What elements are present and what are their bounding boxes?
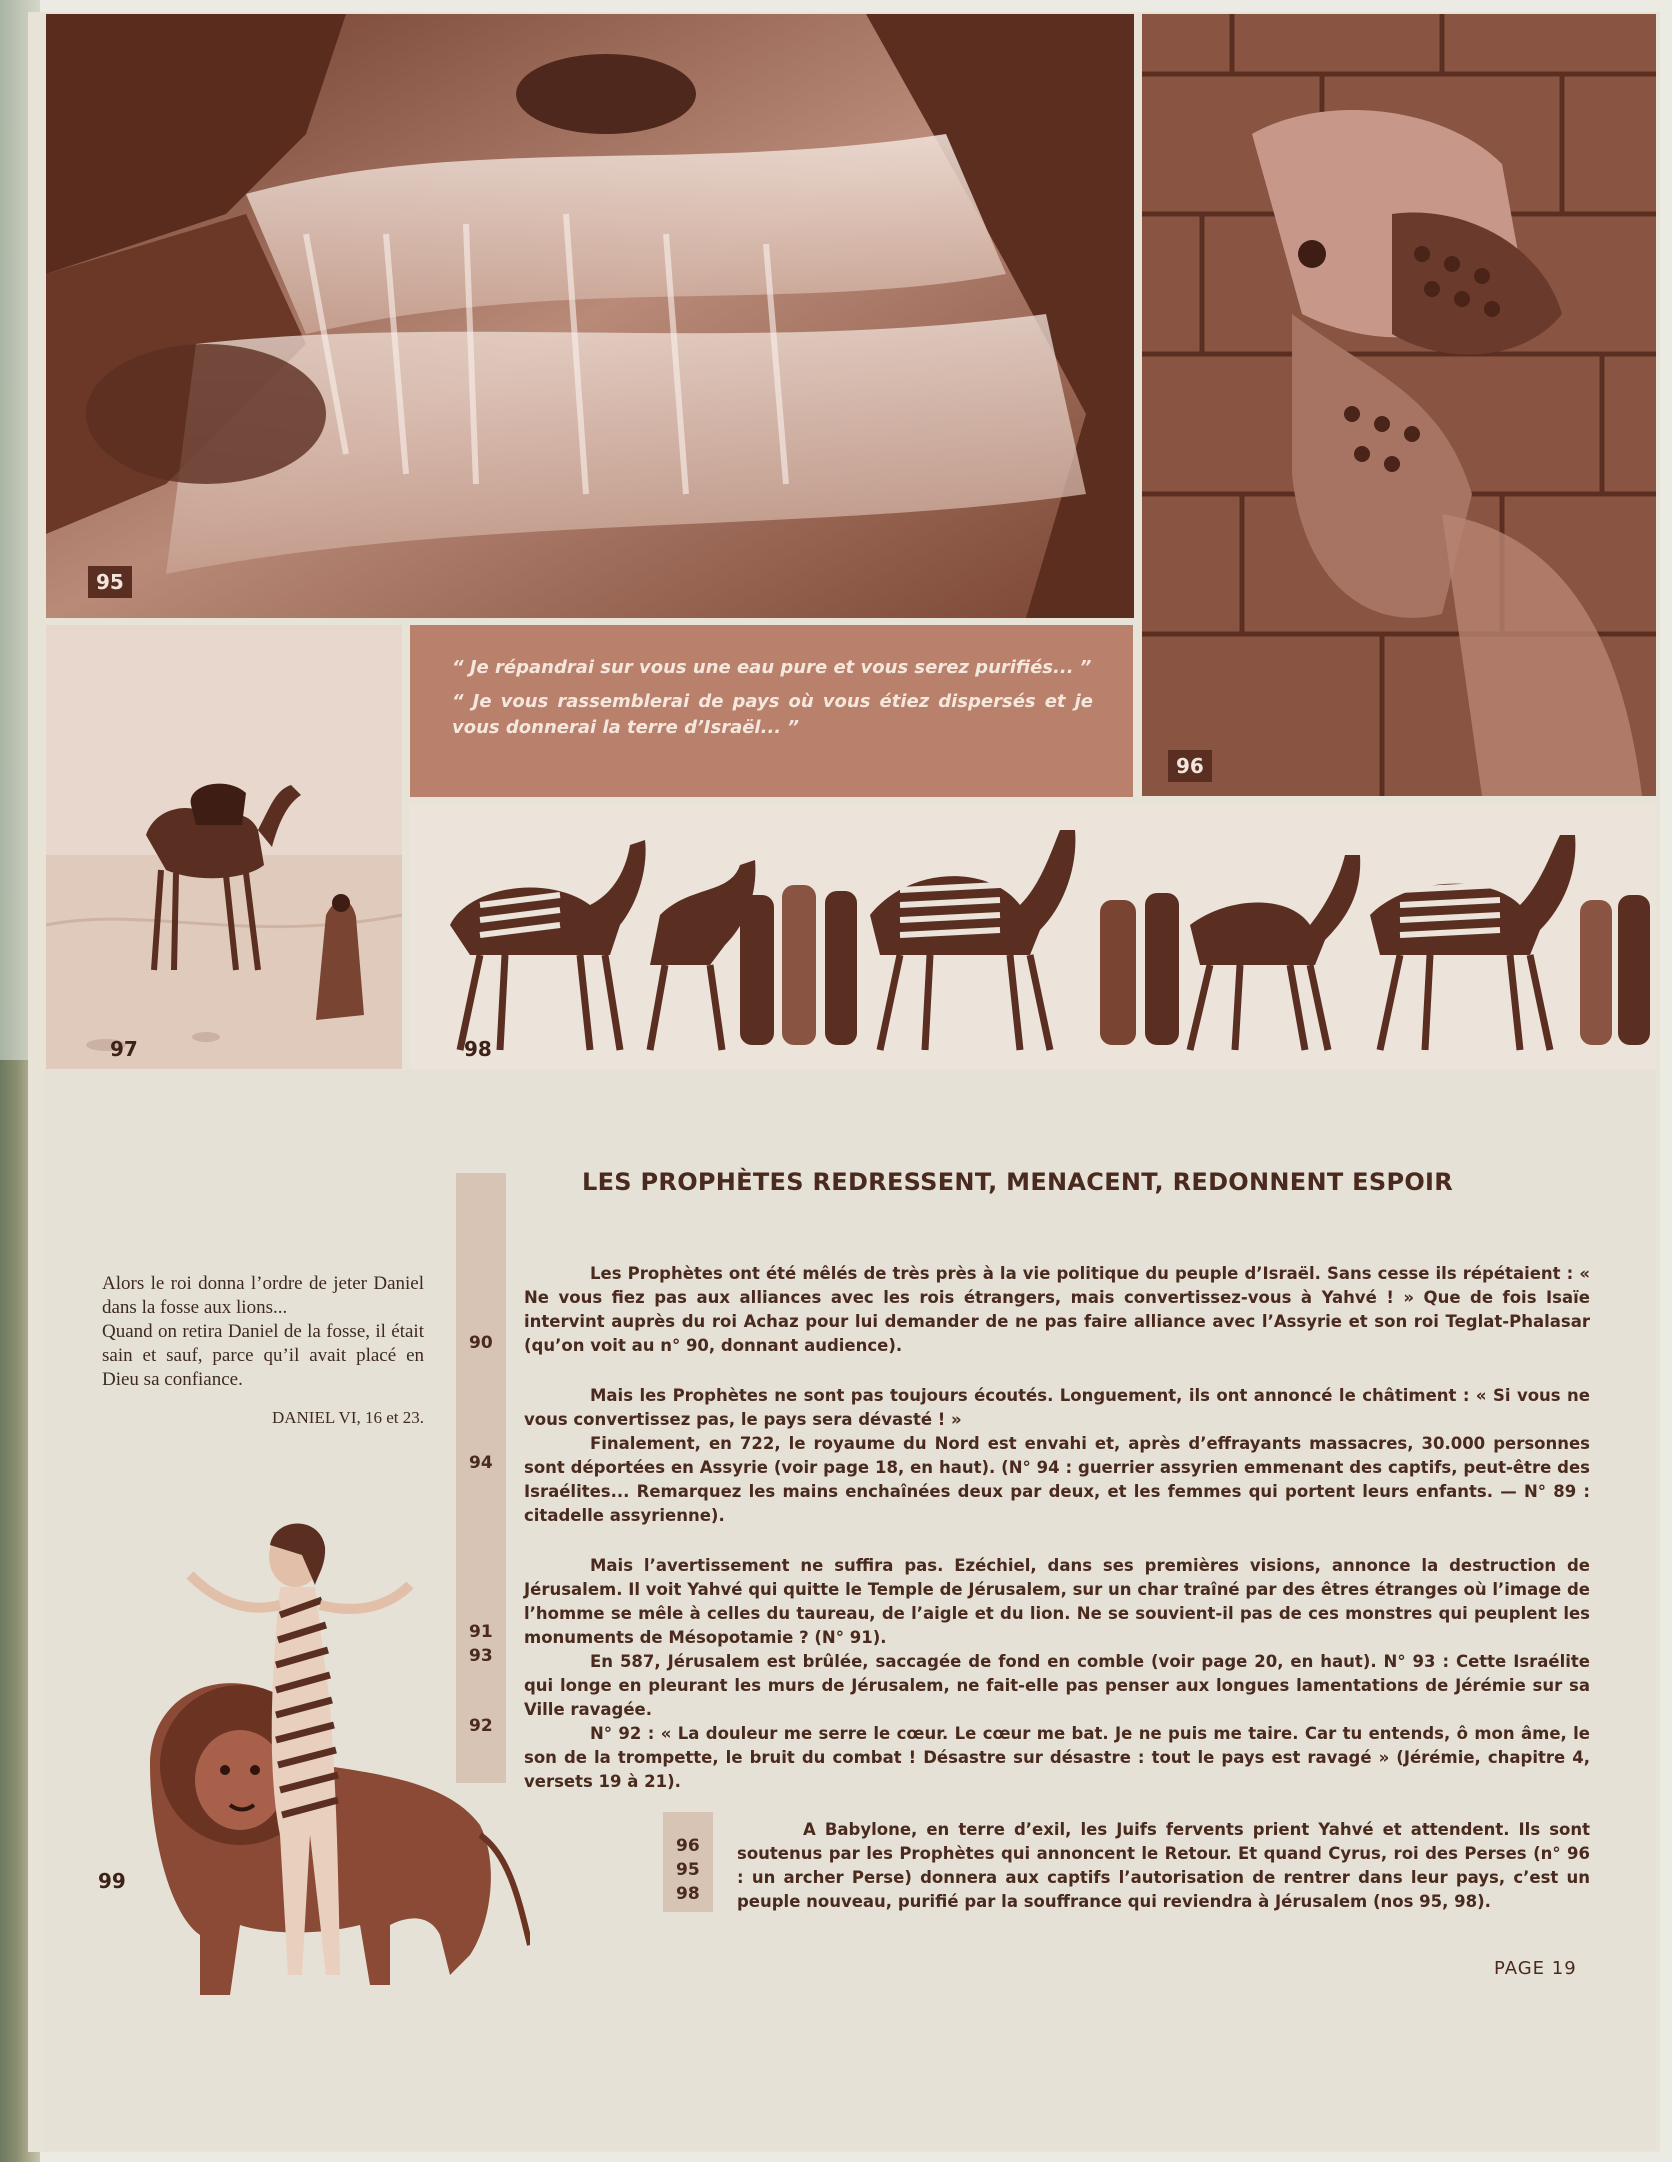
illustration-caravan (410, 805, 1656, 1069)
paragraph-1: Les Prophètes ont été mêlés de très près à la vie politique du peuple d’Israël. Sans cesse ils répétaient : « Ne vous fiez pas aux alliances avec les rois étrangers, mais convertissez-vous à Yahvé ! » Que de fois Isaïe intervint auprès du roi Achaz pour lui demander de ne pas faire alliance avec l’Assyrie et son roi Teglat-Phalasar (qu’on voit au n° 90, donnant audience). (524, 1264, 1590, 1355)
page-headline: LES PROPHÈTES REDRESSENT, MENACENT, REDONNENT ESPOIR (582, 1168, 1454, 1196)
paragraph-5: En 587, Jérusalem est brûlée, saccagée de fond en comble (voir page 20, en haut). N° 93 : Cette Israélite qui longe en pleurant les murs de Jérusalem, ne fait-elle pas penser aux longues lamentations de Jérémie sur sa Ville ravagée. (524, 1652, 1590, 1719)
paragraph-3: Finalement, en 722, le royaume du Nord est envahi et, après d’effrayants massacres, 30.000 personnes sont déportées en Assyrie (voir page 18, en haut). (N° 94 : guerrier assyrien emmenant des captifs, peut-être des Israélites... Remarquez les mains enchaînées deux par deux, et les femmes qui portent leurs enfants. — N° 89 : citadelle assyrienne). (524, 1434, 1590, 1525)
ref-number-95: 95 (676, 1860, 700, 1880)
archer-relief-image (1142, 14, 1656, 796)
ref-number-98: 98 (676, 1884, 700, 1904)
daniel-text-2: Quand on retira Daniel de la fosse, il était sain et sauf, parce qu’il avait placé en Dieu sa confiance. (102, 1321, 424, 1390)
ref-number-90: 90 (469, 1333, 493, 1353)
paragraph-6: N° 92 : « La douleur me serre le cœur. Le cœur me bat. Je ne puis me taire. Car tu entends, ô mon âme, le son de la trompette, le bruit du combat ! Désastre sur désastre : tout le pays est ravagé » (Jérémie, chapitre 4, versets 19 à 21). (524, 1724, 1590, 1791)
daniel-reference: DANIEL VI, 16 et 23. (271, 1408, 424, 1427)
reference-column-bar (456, 1173, 506, 1783)
paragraph-2: Mais les Prophètes ne sont pas toujours écoutés. Longuement, ils ont annoncé le châtiment : « Si vous ne vous convertissez pas, le pays sera dévasté ! » (524, 1386, 1590, 1429)
ref-number-94: 94 (469, 1453, 493, 1473)
ref-number-91: 91 (469, 1622, 493, 1642)
paragraph-7: A Babylone, en terre d’exil, les Juifs fervents prient Yahvé et attendent. Ils sont soutenus par les Prophètes qui annoncent le Retour. Et quand Cyrus, roi des Perses (n° 96 : un archer Perse) donnera aux captifs l’autorisation de rentrer dans leur pays, c’est un peuple nouveau, purifié par la souffrance qui reviendra à Jérusalem (nos 95, 98). (737, 1820, 1590, 1911)
quote-line-1: “ Je répandrai sur vous une eau pure et vous serez purifiés... ” (452, 657, 1092, 678)
ref-number-96: 96 (676, 1836, 700, 1856)
figure-number-96: 96 (1168, 750, 1212, 782)
photo-desert-camel (46, 625, 402, 1069)
figure-number-98: 98 (464, 1037, 492, 1061)
scripture-quote-box (410, 625, 1133, 797)
waterfall-image (46, 14, 1134, 618)
page-number: PAGE 19 (1494, 1958, 1577, 1979)
desert-camel-image (46, 625, 402, 1069)
figure-number-95: 95 (88, 566, 132, 598)
quote-line-2: “ Je vous rassemblerai de pays où vous étiez dispersés et je vous donnerai la terre d’Israël... ” (452, 691, 1093, 738)
daniel-quote (102, 1272, 424, 1430)
ref-number-92: 92 (469, 1716, 493, 1736)
ref-number-93: 93 (469, 1646, 493, 1666)
photo-persian-archer (1142, 14, 1656, 796)
figure-number-99: 99 (98, 1869, 126, 1893)
photo-waterfall (46, 14, 1134, 618)
caravan-frieze-image (410, 805, 1656, 1069)
paragraph-4: Mais l’avertissement ne suffira pas. Ezéchiel, dans ses premières visions, annonce la destruction de Jérusalem. Il voit Yahvé qui quitte le Temple de Jérusalem, sur un char traîné par des êtres étranges où l’image de l’homme se mêle à celles du taureau, de l’aigle et du lion. Ne se souvient-il pas de ces monstres qui peuplent les monuments de Mésopotamie ? (N° 91). (524, 1556, 1590, 1647)
daniel-text-1: Alors le roi donna l’ordre de jeter Daniel dans la fosse aux lions... (102, 1273, 424, 1318)
figure-number-97: 97 (110, 1037, 138, 1061)
